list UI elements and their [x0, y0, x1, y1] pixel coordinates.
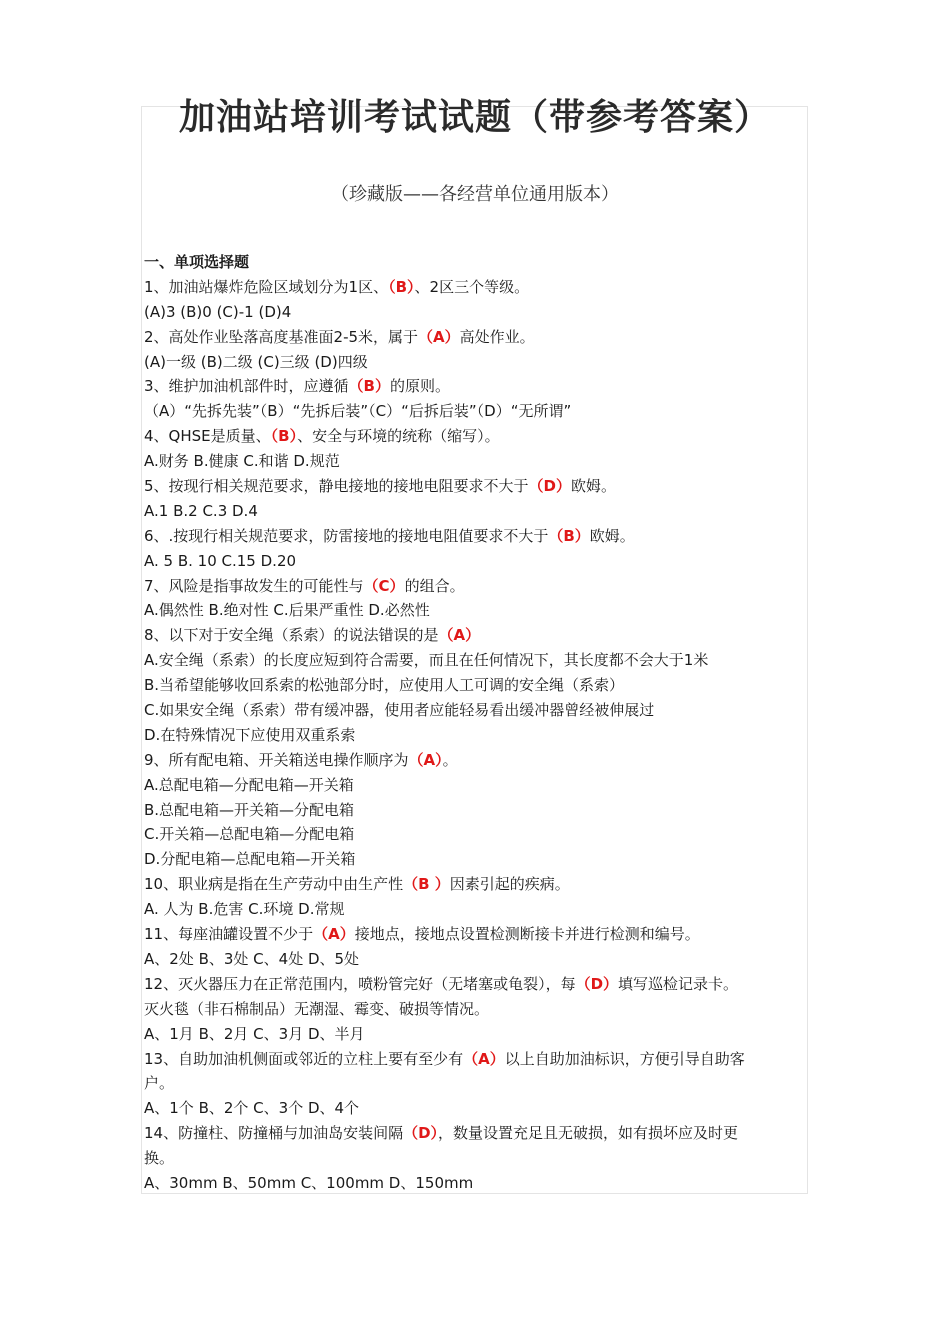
- line-text-after: 填写巡检记录卡。: [618, 974, 739, 993]
- answer-label: （B）: [348, 377, 390, 396]
- question-line: [144, 872, 812, 897]
- question-line: [144, 325, 812, 350]
- document-title: 加油站培训考试试题（带参考答案）: [178, 97, 771, 138]
- line-text: C.如果安全绳（系索）带有缓冲器，使用者应能轻易看出缓冲器曾经被伸展过: [144, 701, 655, 720]
- question-line: [144, 1047, 812, 1072]
- question-line: [144, 897, 812, 922]
- line-text: 12、灭火器压力在正常范围内，喷粉管完好（无堵塞或龟裂），每: [144, 974, 576, 993]
- line-text-after: 的组合。: [404, 576, 465, 595]
- line-text-after: ，数量设置充足且无破损，如有损坏应及时更: [438, 1124, 739, 1143]
- line-text: A、1个 B、2个 C、3个 D、4个: [144, 1099, 360, 1118]
- line-text: 户。: [144, 1074, 175, 1093]
- question-line: [144, 748, 812, 773]
- answer-label: （A）: [463, 1049, 505, 1068]
- line-text: (A)一级 (B)二级 (C)三级 (D)四级: [144, 352, 368, 371]
- question-line: [144, 773, 812, 798]
- line-text: B.当希望能够收回系索的松弛部分时，应使用人工可调的安全绳（系索）: [144, 676, 625, 695]
- line-text: （A）“先拆先装”（B）“先拆后装”（C）“后拆后装”（D）“无所谓”: [144, 402, 572, 421]
- line-text: A.1 B.2 C.3 D.4: [144, 501, 258, 520]
- line-text-after: 。: [442, 750, 458, 769]
- question-line: [144, 1146, 812, 1171]
- line-text: (A)3 (B)0 (C)-1 (D)4: [144, 302, 292, 321]
- line-text: A、1月 B、2月 C、3月 D、半月: [144, 1024, 365, 1043]
- question-line: [144, 698, 812, 723]
- line-text: 8、以下对于安全绳（系索）的说法错误的是: [144, 626, 439, 645]
- question-line: [144, 399, 812, 424]
- question-line: [144, 598, 812, 623]
- line-text: 14、防撞柱、防撞桶与加油岛安装间隔: [144, 1124, 404, 1143]
- question-line: [144, 574, 812, 599]
- question-line: [144, 723, 812, 748]
- answer-label: （A）: [408, 750, 443, 769]
- question-line: [144, 275, 812, 300]
- answer-label: （D）: [575, 974, 619, 993]
- question-line: [144, 549, 812, 574]
- question-line: [144, 1071, 812, 1096]
- answer-label: （B）: [388, 277, 415, 296]
- answer-label: （A）: [313, 925, 355, 944]
- question-line: [144, 822, 812, 847]
- line-text: D.在特殊情况下应使用双重系索: [144, 725, 356, 744]
- question-line: [144, 922, 812, 947]
- line-text-after: 、2区三个等级。: [414, 277, 530, 296]
- answer-label: （A）: [418, 327, 460, 346]
- question-line: [144, 798, 812, 823]
- question-line: [144, 947, 812, 972]
- answer-label: （A）: [438, 626, 481, 645]
- question-line: [144, 623, 812, 648]
- line-text: A.安全绳（系索）的长度应短到符合需要，而且在任何情况下，其长度都不会大于1米: [144, 651, 709, 670]
- line-text-after: 以上自助加油标识，方便引导自助客: [504, 1049, 745, 1068]
- question-line: [144, 997, 812, 1022]
- question-lines: [144, 275, 812, 1196]
- line-text-after: 、安全与环境的统称（缩写）。: [297, 427, 500, 446]
- answer-label: （B ）: [403, 875, 450, 894]
- question-line: [144, 474, 812, 499]
- line-text: 6、.按现行相关规范要求，防雷接地的接地电阻值要求不大于: [144, 526, 549, 545]
- question-line: [144, 1171, 812, 1196]
- line-text: 1、加油站爆炸危险区域划分为1区、: [144, 277, 389, 296]
- line-text: C.开关箱—总配电箱—分配电箱: [144, 825, 355, 844]
- question-line: [144, 350, 812, 375]
- document-subtitle: （珍藏版——各经营单位通用版本）: [331, 184, 619, 205]
- question-line: [144, 524, 812, 549]
- line-text-after: 高处作业。: [459, 327, 535, 346]
- question-list: [144, 250, 812, 1196]
- line-text: A.总配电箱—分配电箱—开关箱: [144, 775, 354, 794]
- question-line: [144, 300, 812, 325]
- line-text-after: 因素引起的疾病。: [449, 875, 570, 894]
- answer-label: （D）: [403, 1124, 439, 1143]
- answer-label: （B）: [548, 526, 590, 545]
- question-line: [144, 1022, 812, 1047]
- question-line: [144, 972, 812, 997]
- line-text: 10、职业病是指在生产劳动中由生产性: [144, 875, 404, 894]
- line-text: 4、QHSE是质量、: [144, 427, 271, 446]
- line-text: 9、所有配电箱、开关箱送电操作顺序为: [144, 750, 409, 769]
- line-text-after: 接地点，接地点设置检测断接卡并进行检测和编号。: [354, 925, 700, 944]
- line-text: 7、风险是指事故发生的可能性与: [144, 576, 364, 595]
- answer-label: （C）: [363, 576, 405, 595]
- line-text: B.总配电箱—开关箱—分配电箱: [144, 800, 355, 819]
- line-text: 13、自助加油机侧面或邻近的立柱上要有至少有: [144, 1049, 464, 1068]
- line-text: 3、维护加油机部件时，应遵循: [144, 377, 349, 396]
- line-text: A. 5 B. 10 C.15 D.20: [144, 551, 297, 570]
- line-text: D.分配电箱—总配电箱—开关箱: [144, 850, 356, 869]
- line-text-after: 的原则。: [389, 377, 450, 396]
- line-text: A、2处 B、3处 C、4处 D、5处: [144, 949, 360, 968]
- line-text: A.偶然性 B.绝对性 C.后果严重性 D.必然性: [144, 601, 430, 620]
- line-text: 5、按现行相关规范要求，静电接地的接地电阻要求不大于: [144, 477, 529, 496]
- section-heading: 一、单项选择题: [144, 253, 250, 271]
- question-line: [144, 1096, 812, 1121]
- question-line: [144, 847, 812, 872]
- line-text: 11、每座油罐设置不少于: [144, 925, 314, 944]
- question-line: [144, 374, 812, 399]
- question-line: [144, 499, 812, 524]
- answer-label: （B）: [270, 427, 298, 446]
- question-line: [144, 673, 812, 698]
- question-line: [144, 1121, 812, 1146]
- line-text-after: 欧姆。: [589, 526, 635, 545]
- line-text-after: 欧姆。: [571, 477, 617, 496]
- answer-label: （D）: [528, 477, 571, 496]
- line-text: A.财务 B.健康 C.和谐 D.规范: [144, 452, 340, 471]
- line-text: A. 人为 B.危害 C.环境 D.常规: [144, 900, 345, 919]
- question-line: [144, 648, 812, 673]
- line-text: A、30mm B、50mm C、100mm D、150mm: [144, 1173, 474, 1192]
- line-text: 2、高处作业坠落高度基准面2-5米，属于: [144, 327, 419, 346]
- question-line: [144, 424, 812, 449]
- question-line: [144, 449, 812, 474]
- line-text: 灭火毯（非石棉制品）无潮湿、霉变、破损等情况。: [144, 999, 490, 1018]
- line-text: 换。: [144, 1149, 175, 1168]
